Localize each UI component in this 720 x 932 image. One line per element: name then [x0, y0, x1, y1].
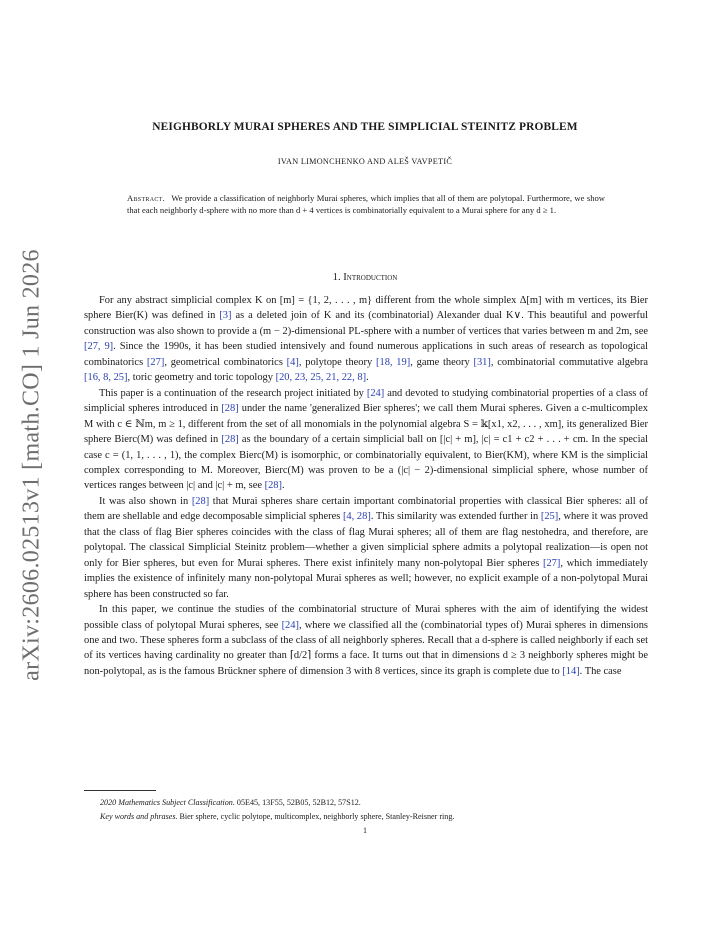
- section-heading: [90, 272, 640, 283]
- footnotes: [100, 796, 648, 823]
- citation-link[interactable]: [24]: [281, 619, 299, 631]
- paragraph-text: . The case: [579, 665, 622, 677]
- paragraph-text: as a deleted join of K and its (combinatorial) Alexander dual K∨. This beautiful and powerful construction was also shown to provide a (m − 2)-dimensional PL-sphere with a number of vertices that varies between m and 2m, see: [84, 310, 648, 337]
- paragraph-text: . Since the 1990s, it has been studied intensively and found numerous applications in such areas of research as topological combinatorics: [84, 341, 649, 368]
- citation-link[interactable]: [28]: [221, 434, 239, 446]
- paragraph-text: , where it was proved that the class of flag Bier spheres coincides with the class of flag Murai spheres; all of them are flag nestohedra, and therefore, are polytopal. The classical Simplicial Steinitz problem—whether a given simplicial sphere admits a polytopal realization—is open not only for Bier spheres, but even for Murai spheres. There exist infinitely many non-polytopal Bier spheres: [84, 511, 649, 569]
- citation-link[interactable]: [28]: [264, 480, 282, 492]
- paragraph-text: , game theory: [410, 356, 474, 368]
- paragraph-text: , geometrical combinatorics: [164, 356, 287, 368]
- paragraph: [84, 293, 648, 386]
- citation-link[interactable]: [4]: [286, 356, 299, 368]
- paragraph-text: In this paper, we continue the studies of the combinatorial structure of Murai spheres with the aim of identifying the widest possible class of polytopal Murai spheres, see: [84, 604, 648, 631]
- paragraph-text: . This similarity was extended further in: [370, 511, 541, 523]
- section-title-text: 1. Introduction: [332, 272, 398, 283]
- citation-link[interactable]: [31]: [473, 356, 491, 368]
- citation-link[interactable]: [16, 8, 25]: [84, 372, 128, 384]
- paragraph-text: under the name 'generalized Bier spheres'; we call them Murai spheres. Given a c-multicomplex M with c ∈ ℕm, m ≥ 1, different from the set of all monomials in the polynomial algebra S = 𝕜[x1, x2, . . . , xm], its generalized Bier sphere Bierc(M) was defined in: [84, 403, 648, 446]
- paragraph-text: .: [366, 372, 369, 384]
- paragraph-text: It was also shown in: [99, 495, 192, 507]
- citation-link[interactable]: [28]: [221, 403, 239, 415]
- citation-link[interactable]: [27, 9]: [84, 341, 114, 353]
- paragraph-text: .: [281, 480, 285, 492]
- citation-link[interactable]: [14]: [562, 665, 580, 677]
- citation-link[interactable]: [24]: [366, 387, 385, 399]
- msc-footnote: [100, 796, 648, 810]
- paragraph-text: , combinatorial commutative algebra: [490, 356, 648, 368]
- keywords-text: Bier sphere, cyclic polytope, multicomplex, neighborly sphere, Stanley-Reisner ring.: [179, 811, 455, 821]
- paragraph-text: , where we classified all the (combinatorial types of) Murai spheres in dimensions one and two. These spheres form a subclass of the class of all neighborly spheres. Recall that a d-sphere is called neighborly if each set of its vertices having cardinality no greater than ⌈d/2⌉ forms a face. It turns out that in dimensions d ≥ 3 neighborly spheres might be non-polytopal, as is the famous Brückner sphere of dimension 3 with 8 vertices, since its graph is complete due to: [84, 619, 648, 677]
- citation-link[interactable]: [27]: [146, 356, 165, 368]
- arxiv-sidebar: [12, 249, 52, 681]
- paragraph-text: and devoted to studying combinatorial properties of a class of simplicial spheres introduced in: [84, 387, 648, 415]
- msc-label: 2020 Mathematics Subject Classification.: [100, 798, 235, 807]
- keywords-footnote: [100, 810, 648, 824]
- abstract: [127, 192, 605, 217]
- paragraph-text: This paper is a continuation of the research project initiated by: [99, 387, 367, 399]
- citation-link[interactable]: [3]: [219, 310, 232, 322]
- footnote-rule: [84, 790, 156, 791]
- citation-link[interactable]: [18, 19]: [376, 356, 411, 368]
- paragraph-text: that Murai spheres share certain important combinatorial properties with classical Bier spheres: all of them are shellable and edge decomposable simplicial spheres: [84, 495, 648, 523]
- citation-link[interactable]: [25]: [540, 511, 559, 523]
- paragraph-text: as the boundary of a certain simplicial ball on [|c| + m], |c| = c1 + c2 + . . . + cm. In the special case c = (1, 1, . . . , 1), the complex Bierc(M) is isomorphic, or combinatorially equivalent, to Bier(KM), where KM is the simplicial complex corresponding to M. Moreover, Bierc(M) was proven to be a (|c| − 2)-dimensional simplicial sphere, whose number of vertices ranges between |c| and |c| + m, see: [84, 434, 648, 492]
- citation-link[interactable]: [28]: [191, 495, 210, 507]
- paragraph-text: , toric geometry and toric topology: [127, 372, 276, 384]
- paragraph-text: , polytope theory: [298, 356, 376, 368]
- paragraph: [84, 386, 648, 494]
- paragraph-text: For any abstract simplicial complex K on [m] = {1, 2, . . . , m} different from the whole simplex Δ[m] with m vertices, its Bier sphere Bier(K) was defined in: [84, 295, 648, 322]
- msc-codes: 05E45, 13F55, 52B05, 52B12, 57S12.: [236, 798, 361, 807]
- abstract-label: Abstract.: [127, 193, 166, 203]
- citation-link[interactable]: [27]: [542, 557, 561, 569]
- paper-authors: IVAN LIMONCHENKO AND ALEŠ VAVPETIČ: [277, 157, 453, 166]
- abstract-text: We provide a classification of neighborly Murai spheres, which implies that all of them are polytopal. Furthermore, we show that each neighborly d-sphere with no more than d + 4 vertices is combinatorially equivalent to a Murai sphere for any d ≥ 1.: [127, 193, 605, 216]
- body-text: [84, 293, 648, 679]
- page-number: 1: [363, 826, 367, 835]
- citation-link[interactable]: [20, 23, 25, 21, 22, 8]: [275, 372, 367, 384]
- paragraph: [84, 602, 648, 679]
- arxiv-identifier: arXiv:2606.02513v1 [math.CO] 1 Jun 2026: [18, 249, 45, 681]
- citation-link[interactable]: [4, 28]: [342, 511, 371, 523]
- paragraph-text: , which immediately implies the existence of infinitely many non-polytopal Murai spheres as well; however, no explicit example of a non-polytopal Murai sphere has been constructed so far.: [84, 557, 648, 600]
- keywords-label: Key words and phrases.: [100, 811, 178, 821]
- paper-title: NEIGHBORLY MURAI SPHERES AND THE SIMPLICIAL STEINITZ PROBLEM: [152, 121, 578, 133]
- paragraph: [84, 494, 648, 602]
